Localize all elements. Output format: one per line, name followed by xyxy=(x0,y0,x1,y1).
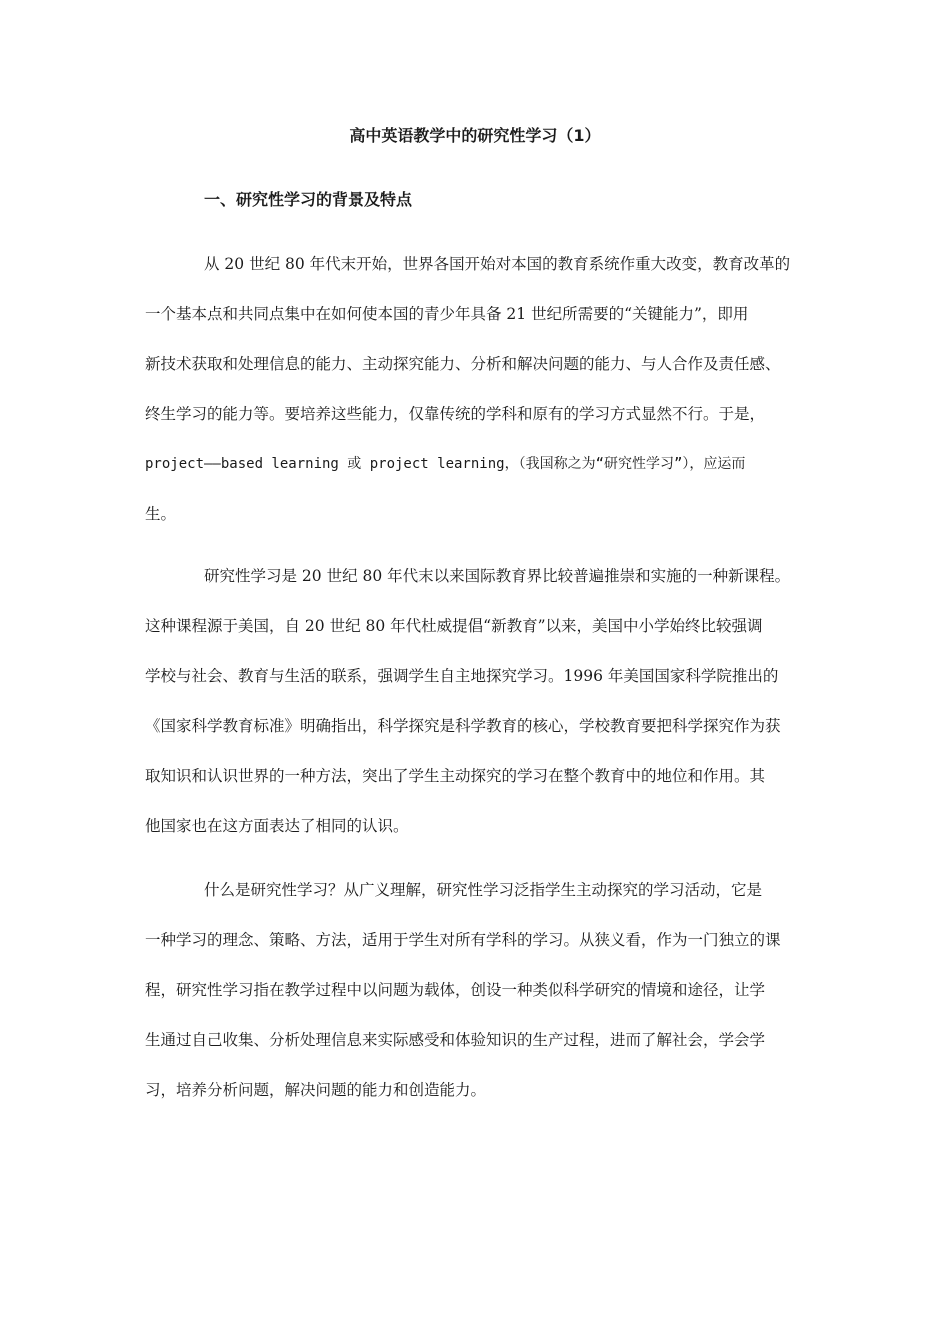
paragraph-line: 他国家也在这方面表达了相同的认识。 xyxy=(145,817,409,835)
paragraph-line: 习，培养分析问题，解决问题的能力和创造能力。 xyxy=(145,1081,487,1099)
paragraph-definition xyxy=(145,865,815,1115)
paragraph-line: project——based learning 或 project learning，（我国称之为“研究性学习”），应运而 xyxy=(145,456,746,472)
paragraph-line: 学校与社会、教育与生活的联系，强调学生自主地探究学习。1996 年美国国家科学院推出的 xyxy=(145,667,779,685)
paragraph-line: 终生学习的能力等。要培养这些能力，仅靠传统的学科和原有的学习方式显然不行。于是， xyxy=(145,405,766,423)
document-title: 高中英语教学中的研究性学习（1） xyxy=(349,126,601,145)
section-heading: 一、研究性学习的背景及特点 xyxy=(204,190,413,209)
paragraph-line: 一个基本点和共同点集中在如何使本国的青少年具备 21 世纪所需要的“关键能力”，即用 xyxy=(145,305,749,323)
paragraph-line: 从 20 世纪 80 年代末开始，世界各国开始对本国的教育系统作重大改变，教育改革的 xyxy=(204,255,791,273)
paragraph-line: 新技术获取和处理信息的能力、主动探究能力、分析和解决问题的能力、与人合作及责任感、 xyxy=(145,355,781,373)
paragraph-line: 生通过自己收集、分析处理信息来实际感受和体验知识的生产过程，进而了解社会，学会学 xyxy=(145,1031,766,1049)
paragraph-line: 程，研究性学习指在教学过程中以问题为载体，创设一种类似科学研究的情境和途径，让学 xyxy=(145,981,766,999)
paragraph-origin xyxy=(145,551,815,851)
paragraph-line: 《国家科学教育标准》明确指出，科学探究是科学教育的核心，学校教育要把科学探究作为获 xyxy=(145,717,781,735)
paragraph-line: 研究性学习是 20 世纪 80 年代末以来国际教育界比较普遍推崇和实施的一种新课程。 xyxy=(204,567,791,585)
paragraph-line: 一种学习的理念、策略、方法，适用于学生对所有学科的学习。从狭义看，作为一门独立的课 xyxy=(145,931,781,949)
paragraph-background xyxy=(145,239,815,539)
paragraph-line: 这种课程源于美国，自 20 世纪 80 年代杜威提倡“新教育”以来，美国中小学始终比较强调 xyxy=(145,617,763,635)
paragraph-line: 取知识和认识世界的一种方法，突出了学生主动探究的学习在整个教育中的地位和作用。其 xyxy=(145,767,766,785)
paragraph-line: 生。 xyxy=(145,505,177,523)
paragraph-line: 什么是研究性学习？从广义理解，研究性学习泛指学生主动探究的学习活动，它是 xyxy=(204,881,763,899)
